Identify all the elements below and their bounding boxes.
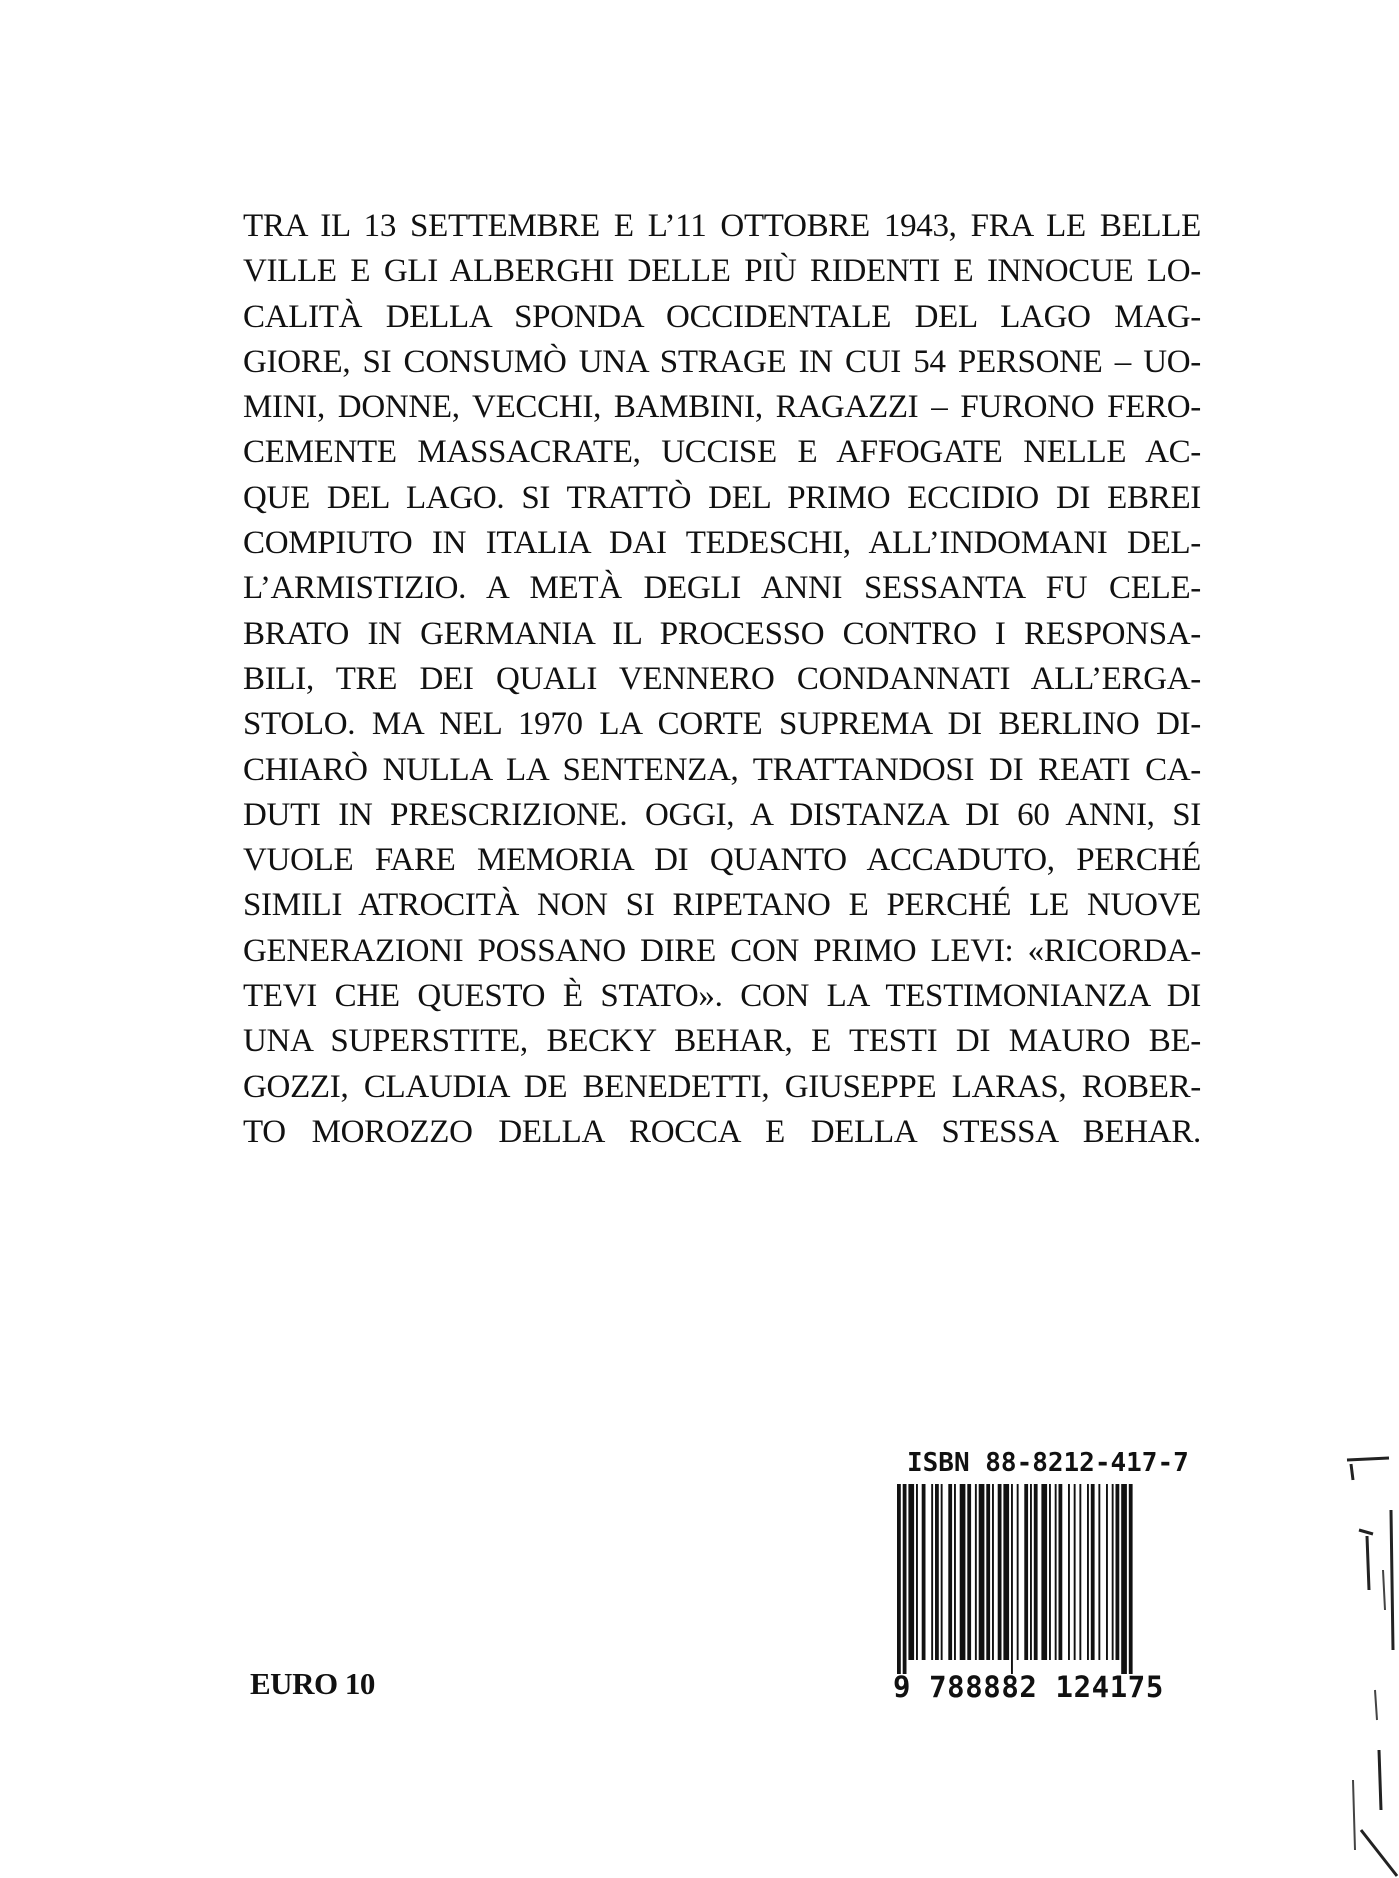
back-cover-blurb: [243, 204, 1201, 1155]
blurb-line: TO MOROZZO DELLA ROCCA E DELLA STESSA BEHAR.: [243, 1113, 1201, 1150]
blurb-line: COMPIUTO IN ITALIA DAI TEDESCHI, ALL’INDOMANI DEL-: [243, 525, 1201, 562]
blurb-line: VUOLE FARE MEMORIA DI QUANTO ACCADUTO, PERCHÉ: [243, 842, 1201, 879]
blurb-line: BILI, TRE DEI QUALI VENNERO CONDANNATI ALL’ERGA-: [243, 660, 1201, 697]
blurb-line: GIORE, SI CONSUMÒ UNA STRAGE IN CUI 54 PERSONE – UO-: [243, 343, 1201, 380]
blurb-line: BRATO IN GERMANIA IL PROCESSO CONTRO I RESPONSA-: [243, 615, 1201, 652]
isbn-label: ISBN 88-8212-417-7: [907, 1448, 1189, 1478]
scan-edge-artifact: [1339, 1450, 1399, 1878]
blurb-line: VILLE E GLI ALBERGHI DELLE PIÙ RIDENTI E INNOCUE LO-: [243, 253, 1201, 290]
blurb-line: QUE DEL LAGO. SI TRATTÒ DEL PRIMO ECCIDIO DI EBREI: [243, 479, 1201, 516]
blurb-line: CHIARÒ NULLA LA SENTENZA, TRATTANDOSI DI REATI CA-: [243, 751, 1201, 788]
blurb-line: SIMILI ATROCITÀ NON SI RIPETANO E PERCHÉ LE NUOVE: [243, 887, 1201, 924]
ean13-barcode-icon: [893, 1484, 1195, 1674]
blurb-line: CEMENTE MASSACRATE, UCCISE E AFFOGATE NELLE AC-: [243, 434, 1201, 471]
blurb-line: L’ARMISTIZIO. A METÀ DEGLI ANNI SESSANTA FU CELE-: [243, 570, 1201, 607]
blurb-line: DUTI IN PRESCRIZIONE. OGGI, A DISTANZA DI 60 ANNI, SI: [243, 796, 1201, 833]
barcode-block: [893, 1448, 1195, 1704]
ean-digits: 9 788882 124175: [893, 1670, 1164, 1704]
blurb-line: TEVI CHE QUESTO È STATO». CON LA TESTIMONIANZA DI: [243, 978, 1201, 1015]
blurb-line: GOZZI, CLAUDIA DE BENEDETTI, GIUSEPPE LARAS, ROBER-: [243, 1068, 1201, 1105]
blurb-line: CALITÀ DELLA SPONDA OCCIDENTALE DEL LAGO MAG-: [243, 298, 1201, 335]
blurb-line: UNA SUPERSTITE, BECKY BEHAR, E TESTI DI MAURO BE-: [243, 1023, 1201, 1060]
blurb-line: STOLO. MA NEL 1970 LA CORTE SUPREMA DI BERLINO DI-: [243, 706, 1201, 743]
blurb-line: TRA IL 13 SETTEMBRE E L’11 OTTOBRE 1943, FRA LE BELLE: [243, 208, 1201, 244]
price-label: EURO 10: [250, 1666, 375, 1701]
blurb-line: MINI, DONNE, VECCHI, BAMBINI, RAGAZZI – FURONO FERO-: [243, 389, 1201, 426]
blurb-line: GENERAZIONI POSSANO DIRE CON PRIMO LEVI: «RICORDA-: [243, 932, 1201, 969]
